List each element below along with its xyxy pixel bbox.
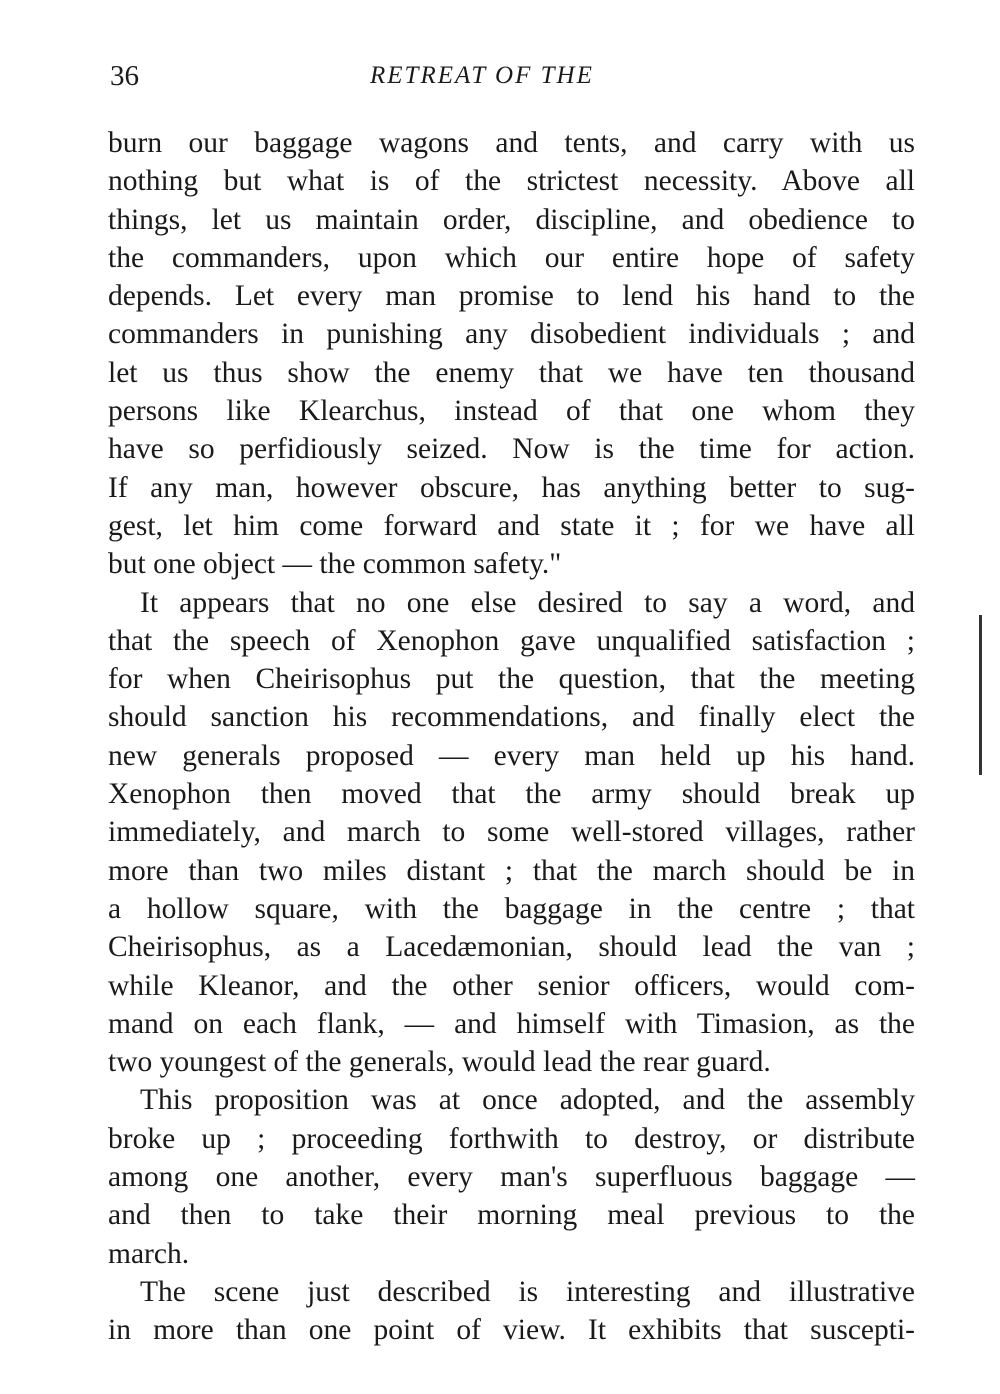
body-text: [108, 124, 915, 1350]
text-line: broke up ; proceeding forthwith to destroy, or distribute: [108, 1122, 915, 1155]
text-line: two youngest of the generals, would lead the rear guard.: [108, 1046, 771, 1079]
text-line: a hollow square, with the baggage in the centre ; that: [108, 892, 915, 925]
text-line: among one another, every man's superfluous baggage —: [108, 1161, 915, 1194]
text-line: Cheirisophus, as a Lacedæmonian, should lead the van ;: [108, 931, 915, 964]
text-line: things, let us maintain order, discipline, and obedience to: [108, 203, 915, 236]
text-line: more than two miles distant ; that the march should be in: [108, 854, 915, 887]
text-line: commanders in punishing any disobedient individuals ; and: [108, 318, 915, 351]
page-number: 36: [110, 60, 139, 92]
text-line: have so perfidiously seized. Now is the time for action.: [108, 433, 915, 466]
running-title: RETREAT OF THE: [370, 62, 594, 89]
text-line: for when Cheirisophus put the question, that the meeting: [108, 663, 915, 696]
text-line: immediately, and march to some well-stored villages, rather: [108, 816, 915, 849]
text-line: If any man, however obscure, has anything better to sug-: [108, 471, 915, 504]
text-line: The scene just described is interesting and illustrative: [140, 1275, 915, 1308]
text-line: burn our baggage wagons and tents, and carry with us: [108, 127, 915, 159]
text-line: the commanders, upon which our entire hope of safety: [108, 241, 915, 274]
text-line: gest, let him come forward and state it ; for we have all: [108, 509, 915, 542]
text-line: march.: [108, 1237, 190, 1270]
text-line: in more than one point of view. It exhibits that suscepti-: [108, 1314, 915, 1347]
text-line: It appears that no one else desired to say a word, and: [140, 586, 915, 619]
text-line: persons like Klearchus, instead of that one whom they: [108, 395, 915, 428]
text-line: Xenophon then moved that the army should break up: [108, 778, 915, 811]
text-line: mand on each flank, — and himself with Timasion, as the: [108, 1007, 915, 1040]
text-line: new generals proposed — every man held up his hand.: [108, 739, 915, 772]
text-line: while Kleanor, and the other senior officers, would com-: [108, 969, 915, 1002]
text-line: that the speech of Xenophon gave unqualified satisfaction ;: [108, 624, 915, 657]
text-line: and then to take their morning meal previous to the: [108, 1199, 915, 1232]
text-line: let us thus show the enemy that we have ten thousand: [108, 356, 915, 389]
text-line: but one object — the common safety.": [108, 548, 562, 581]
text-line: should sanction his recommendations, and finally elect the: [108, 701, 915, 734]
text-line: This proposition was at once adopted, and the assembly: [140, 1084, 915, 1117]
text-line: depends. Let every man promise to lend his hand to the: [108, 280, 915, 313]
margin-mark: [979, 615, 982, 775]
text-line: nothing but what is of the strictest necessity. Above all: [108, 165, 915, 198]
